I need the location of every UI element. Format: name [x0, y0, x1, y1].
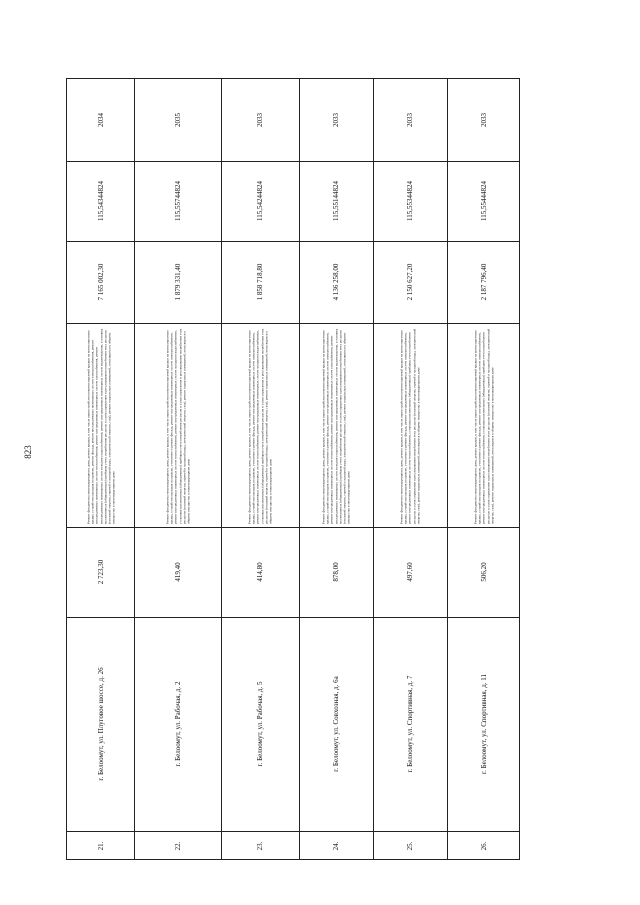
cell-rate — [447, 161, 521, 241]
area-text: 419,40 — [173, 562, 182, 582]
rate-text: 115,55444824 — [480, 181, 488, 221]
cell-address — [299, 617, 373, 831]
area-text: 414,80 — [256, 562, 264, 582]
num-text: 21. — [96, 841, 105, 851]
cell-year — [134, 79, 221, 161]
cell-area — [299, 527, 373, 617]
cell-cost — [299, 241, 373, 323]
num-text: 26. — [480, 841, 488, 851]
cell-cost — [221, 241, 299, 323]
cell-address — [67, 617, 134, 831]
cell-year — [447, 79, 521, 161]
cell-cost — [447, 241, 521, 323]
cost-text: 4 136 258,00 — [332, 263, 340, 301]
cell-work — [373, 323, 447, 527]
num-text: 24. — [332, 841, 340, 851]
num-text: 23. — [256, 841, 264, 851]
cell-cost — [373, 241, 447, 323]
cell-year — [67, 79, 134, 161]
year-text: 2034 — [96, 113, 105, 127]
cost-text: 1 879 331,40 — [173, 263, 182, 301]
cell-num — [134, 831, 221, 861]
cell-num — [299, 831, 373, 861]
year-text: 2033 — [480, 113, 488, 127]
work-description: Ремонт фундамента многоквартирного дома, ремонт крыши, в том числе переустройство невентилируемой крыши на вентилируемую крышу, устройство выходов на кровлю, ремонт фасада, ремонт внутридомовых инженерных систем электроснабжения, ремонт внутридомовых инженерных систем теплоснабжения, ремонт внутридомовых инженерных систем газоснабжения, ремонт внутридомовых инженерных систем холодного водоснабжения, ремонт внутридомовых инженерных систем водоотведения, установка коллективных (общедомовых) приборов учета потребления ресурсов и узлов управления и регулирования потребления этих ресурсов (тепловой энергии, горячей и холодной воды, электрической энергии, газа), ремонт подвальных помещений, относящихся к общему имуществу в многоквартирном доме — [85, 328, 116, 524]
year-text: 2033 — [406, 113, 414, 127]
area-text: 878,00 — [332, 562, 340, 582]
address-text: г. Белоомут, ул. Спортивная, д. 7 — [406, 675, 414, 773]
year-text: 2035 — [173, 113, 182, 127]
work-description: Ремонт фундамента многоквартирного дома, ремонт крыши, в том числе переустройство невентилируемой крыши на вентилируемую крышу, устройство выходов на кровлю, утепление и ремонт фасада, ремонт внутридомовых инженерных систем электроснабжения, ремонт внутридомовых инженерных систем теплоснабжения, установка коллективных (общедомовых) приборов учета потребления ресурсов и узлов управления и регулирования потребления этих ресурсов (тепловой энергии, горячей и холодной воды, электрической энергии, газа), ремонт подвальных помещений, относящихся к общему имуществу в многоквартирном доме — [399, 328, 421, 524]
cell-num — [447, 831, 521, 861]
cost-text: 7 165 002,30 — [96, 263, 105, 301]
area-text: 506,20 — [480, 562, 488, 582]
cell-area — [67, 527, 134, 617]
cell-area — [134, 527, 221, 617]
rate-text: 115,54244824 — [256, 181, 264, 221]
area-text: 497,60 — [406, 562, 414, 582]
cell-work — [299, 323, 373, 527]
rate-text: 115,55144824 — [332, 181, 340, 221]
work-description: Ремонт фундамента многоквартирного дома, ремонт крыши, в том числе переустройство невентилируемой крыши на вентилируемую крышу, устройство выходов на кровлю, утепление и ремонт фасада, ремонт внутридомовых инженерных систем электроснабжения, ремонт внутридомовых инженерных систем теплоснабжения, ремонт внутридомовых инженерных систем холодного водоснабжения, установка коллективных (общедомовых) приборов учета потребления ресурсов и узлов управления и регулирования потребления этих ресурсов (тепловой энергии, горячей и холодной воды, электрической энергии, газа), ремонт подвальных помещений, относящихся к общему имуществу в многоквартирном доме — [164, 328, 190, 524]
cell-work — [134, 323, 221, 527]
cell-rate — [221, 161, 299, 241]
cell-rate — [299, 161, 373, 241]
cell-work — [221, 323, 299, 527]
cell-year — [373, 79, 447, 161]
cell-cost — [134, 241, 221, 323]
address-text: г. Белоомут, ул. Рабочая, д. 5 — [256, 681, 264, 767]
cell-cost — [67, 241, 134, 323]
cost-text: 2 150 627,20 — [406, 263, 414, 301]
cell-address — [447, 617, 521, 831]
work-description: Ремонт фундамента многоквартирного дома, ремонт крыши, в том числе переустройство невентилируемой крыши на вентилируемую крышу, устройство выходов на кровлю, утепление и ремонт фасада, ремонт внутридомовых инженерных систем электроснабжения, ремонт внутридомовых инженерных систем теплоснабжения, ремонт внутридомовых инженерных систем газоснабжения, ремонт внутридомовых инженерных систем холодного водоснабжения, ремонт внутридомовых инженерных систем водоотведения, установка коллективных (общедомовых) приборов учета потребления ресурсов и узлов управления и регулирования потребления этих ресурсов (тепловой энергии, горячей и холодной воды, электрической энергии, газа), ремонт подвальных помещений, относящихся к общему имуществу в многоквартирном доме — [321, 328, 351, 524]
address-text: г. Белоомут, ул. Спортивная, д. 11 — [480, 673, 488, 775]
cell-rate — [67, 161, 134, 241]
rate-text: 115,55344824 — [406, 181, 414, 221]
address-text: г. Белоомут, ул. Плуговое шоссе, д. 26 — [96, 667, 105, 781]
cell-area — [221, 527, 299, 617]
year-text: 2033 — [332, 113, 340, 127]
cell-work — [67, 323, 134, 527]
cell-year — [299, 79, 373, 161]
address-program-table — [66, 78, 520, 860]
cell-address — [134, 617, 221, 831]
cell-address — [373, 617, 447, 831]
year-text: 2033 — [256, 113, 264, 127]
cell-address — [221, 617, 299, 831]
cell-area — [447, 527, 521, 617]
cell-num — [221, 831, 299, 861]
page-number: 823 — [23, 445, 33, 459]
cell-area — [373, 527, 447, 617]
num-text: 25. — [406, 841, 414, 851]
cost-text: 1 858 718,80 — [256, 263, 264, 301]
cell-year — [221, 79, 299, 161]
cell-rate — [373, 161, 447, 241]
num-text: 22. — [173, 841, 182, 851]
cell-rate — [134, 161, 221, 241]
work-description: Ремонт фундамента многоквартирного дома, ремонт крыши, в том числе переустройство невентилируемой крыши на вентилируемую крышу, устройство выходов на кровлю, утепление и ремонт фасада, ремонт внутридомовых инженерных систем электроснабжения, ремонт внутридомовых инженерных систем теплоснабжения, установка коллективных (общедомовых) приборов учета потребления ресурсов и узлов управления и регулирования потребления этих ресурсов (тепловой энергии, горячей и холодной воды, электрической энергии, газа), ремонт подвальных помещений, относящихся к общему имуществу в многоквартирном доме — [473, 328, 495, 524]
area-text: 2 723,30 — [96, 559, 105, 585]
rate-text: 115,55744824 — [173, 181, 182, 221]
address-text: г. Белоомут, ул. Совхозная, д. 6а — [332, 676, 340, 772]
rate-text: 115,54344824 — [96, 181, 105, 221]
cell-num — [67, 831, 134, 861]
address-text: г. Белоомут, ул. Рабочая, д. 2 — [173, 681, 182, 767]
cell-num — [373, 831, 447, 861]
cost-text: 2 187 796,40 — [480, 263, 488, 301]
work-description: Ремонт фундамента многоквартирного дома, ремонт крыши, в том числе переустройство невентилируемой крыши на вентилируемую крышу, устройство выходов на кровлю, утепление и ремонт фасада, ремонт внутридомовых инженерных систем электроснабжения, ремонт внутридомовых инженерных систем теплоснабжения, ремонт внутридомовых инженерных систем холодного водоснабжения, установка коллективных (общедомовых) приборов учета потребления ресурсов и узлов управления и регулирования потребления этих ресурсов (тепловой энергии, горячей и холодной воды, электрической энергии, газа), ремонт подвальных помещений, относящихся к общему имуществу в многоквартирном доме — [247, 328, 273, 524]
cell-work — [447, 323, 521, 527]
